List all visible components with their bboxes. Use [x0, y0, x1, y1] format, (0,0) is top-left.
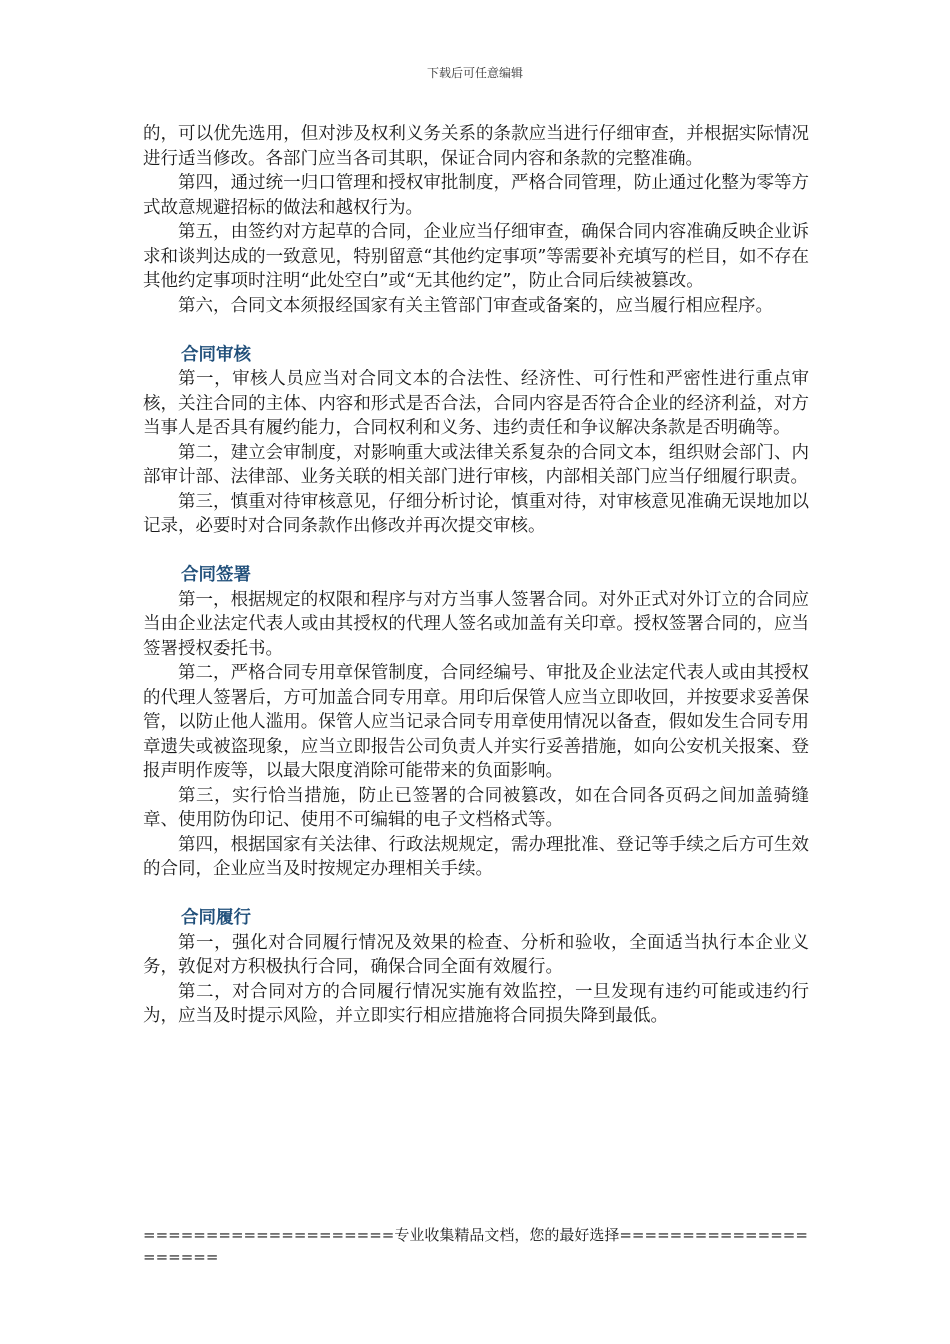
section-paragraph: 第二，建立会审制度，对影响重大或法律关系复杂的合同文本，组织财会部门、内部审计部、法律部、业务关联的相关部门进行审核，内部相关部门应当仔细履行职责。 [143, 442, 809, 487]
section-title-performance: 合同履行 [181, 908, 251, 928]
section-paragraph: 第二，对合同对方的合同履行情况实施有效监控，一旦发现有违约可能或违约行为，应当及时提示风险，并立即实行相应措施将合同损失降到最低。 [143, 981, 809, 1026]
intro-paragraph: 第五，由签约对方起草的合同，企业应当仔细审查，确保合同内容准确反映企业诉求和谈判达成的一致意见，特别留意“其他约定事项”等需要补充填写的栏目，如不存在其他约定事项时注明“此处空白”或“无其他约定”，防止合同后续被篡改。 [143, 222, 809, 291]
intro-paragraph: 的，可以优先选用，但对涉及权利义务关系的条款应当进行仔细审查，并根据实际情况进行适当修改。各部门应当各司其职，保证合同内容和条款的完整准确。 [143, 124, 809, 169]
section-title-signing: 合同签署 [181, 565, 251, 585]
section-paragraph: 第四，根据国家有关法律、行政法规规定，需办理批准、登记等手续之后方可生效的合同，企业应当及时按规定办理相关手续。 [143, 834, 809, 879]
section-paragraph: 第一，强化对合同履行情况及效果的检查、分析和验收，全面适当执行本企业义务，敦促对方积极执行合同，确保合同全面有效履行。 [143, 932, 809, 977]
page-header: 下载后可任意编辑 [426, 66, 523, 80]
section-paragraph: 第二，严格合同专用章保管制度，合同经编号、审批及企业法定代表人或由其授权的代理人签署后，方可加盖合同专用章。用印后保管人应当立即收回，并按要求妥善保管，以防止他人滥用。保管人应当记录合同专用章使用情况以备查，假如发生合同专用章遗失或被盗现象，应当立即报告公司负责人并实行妥善措施，如向公安机关报案、登报声明作废等，以最大限度消除可能带来的负面影响。 [143, 663, 809, 781]
section-paragraph: 第三，实行恰当措施，防止已签署的合同被篡改，如在合同各页码之间加盖骑缝章、使用防伪印记、使用不可编辑的电子文档格式等。 [143, 785, 809, 830]
intro-paragraph: 第四，通过统一归口管理和授权审批制度，严格合同管理，防止通过化整为零等方式故意规避招标的做法和越权行为。 [143, 173, 809, 218]
section-paragraph: 第一，根据规定的权限和程序与对方当事人签署合同。对外正式对外订立的合同应当由企业法定代表人或由其授权的代理人签名或加盖有关印章。授权签署合同的，应当签署授权委托书。 [143, 589, 809, 659]
section-paragraph: 第三，慎重对待审核意见，仔细分析讨论，慎重对待，对审核意见准确无误地加以记录，必要时对合同条款作出修改并再次提交审核。 [143, 491, 809, 536]
section-paragraph: 第一，审核人员应当对合同文本的合法性、经济性、可行性和严密性进行重点审核，关注合同的主体、内容和形式是否合法，合同内容是否符合企业的经济利益，对方当事人是否具有履约能力，合同权利和义务、违约责任和争议解决条款是否明确等。 [143, 369, 809, 438]
section-title-review: 合同审核 [181, 344, 251, 365]
section-gap [143, 882, 809, 907]
document-body [143, 122, 809, 1029]
intro-paragraph: 第六，合同文本须报经国家有关主管部门审查或备案的，应当履行相应程序。 [178, 295, 773, 316]
page-footer: ====================专业收集精品文档，您的最好选择===================== [143, 1226, 808, 1266]
section-gap [143, 318, 809, 343]
section-gap [143, 539, 809, 564]
